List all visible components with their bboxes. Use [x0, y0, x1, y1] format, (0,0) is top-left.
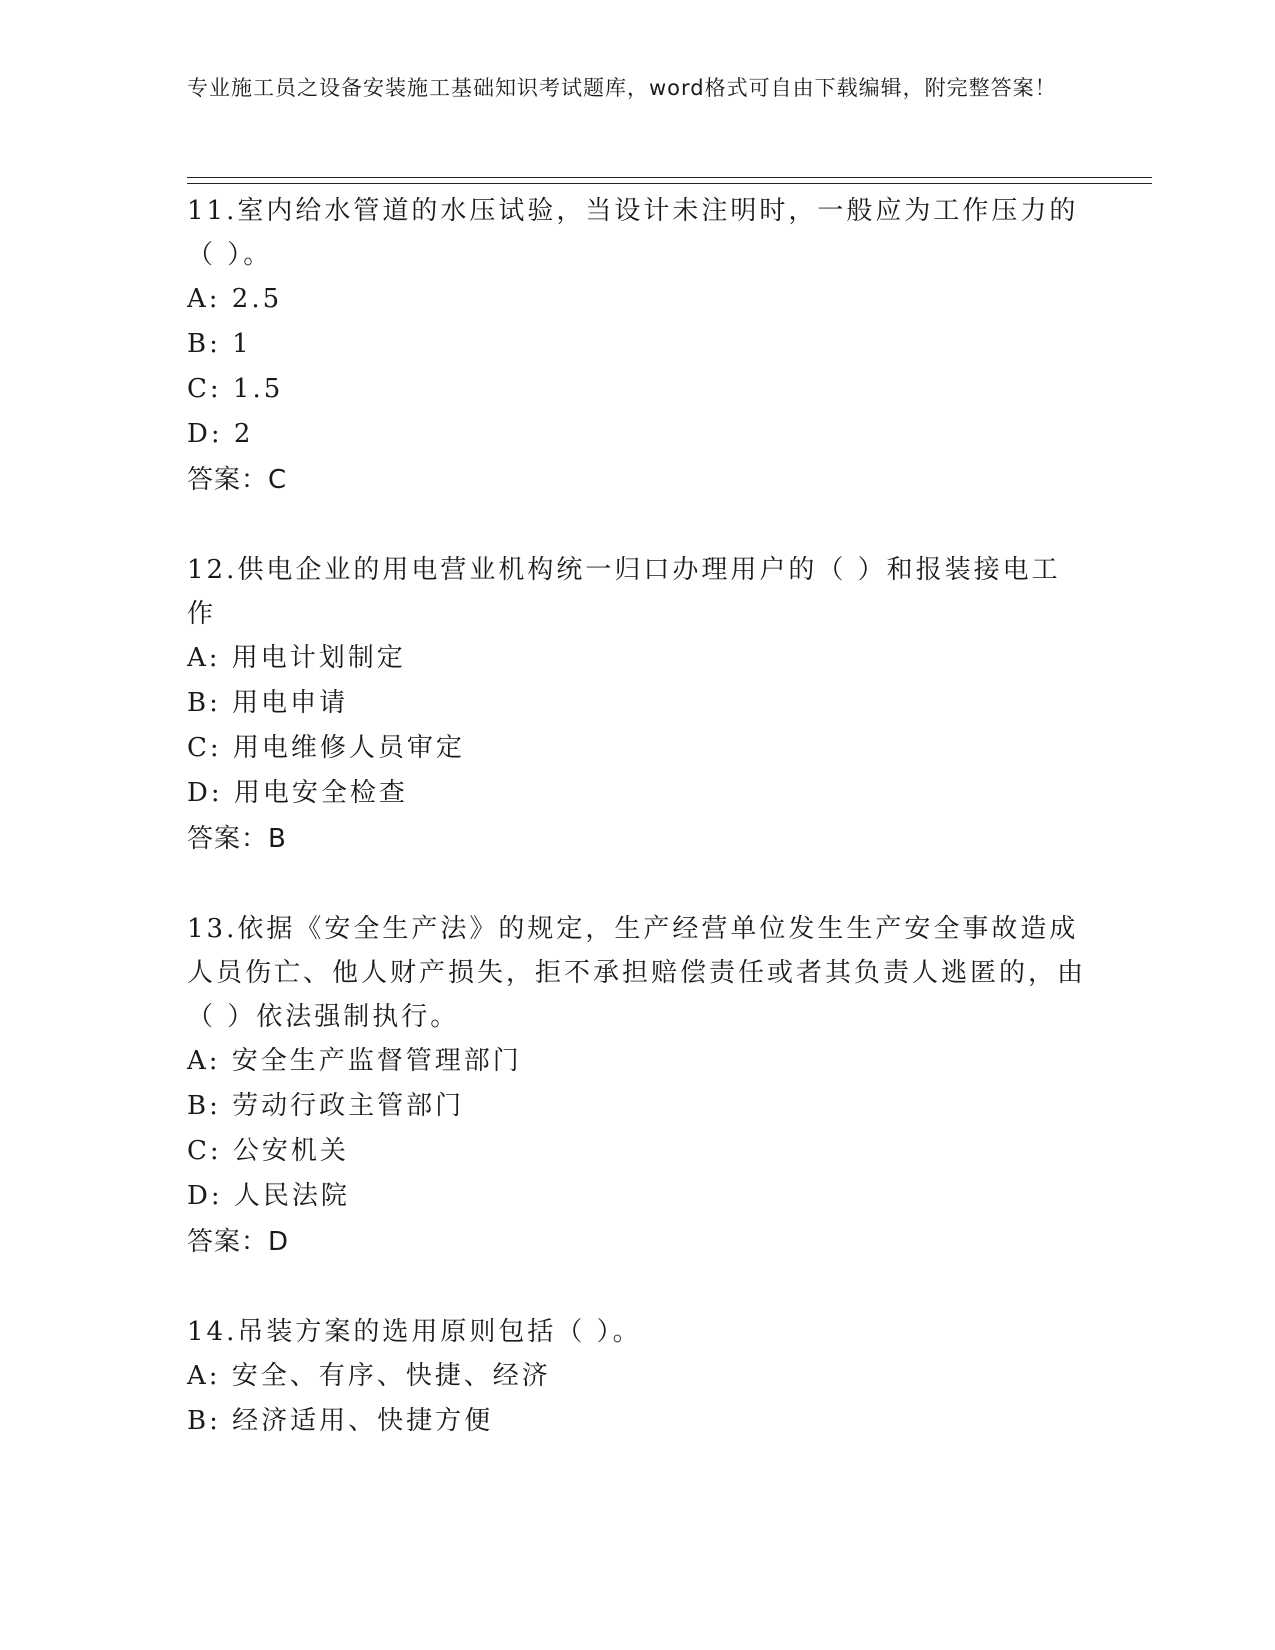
question-text: 依据《安全生产法》的规定，生产经营单位发生生产安全事故造成人员伤亡、他人财产损失，拒不承担赔偿责任或者其负责人逃匿的，由（ ）依法强制执行。: [187, 914, 1087, 1032]
question-list: [187, 189, 1087, 1489]
question-number: 12.: [187, 555, 238, 585]
question-text: 室内给水管道的水压试验，当设计未注明时，一般应为工作压力的（ ）。: [187, 196, 1079, 270]
option-d: D: 用电安全检查: [187, 778, 408, 808]
option-a: A: 安全、有序、快捷、经济: [187, 1361, 551, 1391]
question-12: [187, 548, 1087, 862]
option-b: B: 劳动行政主管部门: [187, 1091, 465, 1121]
option-d: D: 人民法院: [187, 1181, 350, 1211]
option-a: A: 2.5: [187, 284, 283, 314]
option-a: A: 安全生产监督管理部门: [187, 1046, 522, 1076]
option-c: C: 用电维修人员审定: [187, 733, 465, 763]
option-b: B: 经济适用、快捷方便: [187, 1406, 494, 1436]
option-d: D: 2: [187, 419, 254, 449]
option-b: B: 用电申请: [187, 688, 349, 718]
answer-line: 答案：D: [187, 1227, 290, 1257]
question-text: 供电企业的用电营业机构统一归口办理用户的（ ）和报装接电工作: [187, 555, 1061, 629]
question-number: 11.: [187, 196, 238, 226]
answer-line: 答案：C: [187, 465, 288, 495]
question-number: 13.: [187, 914, 238, 944]
question-number: 14.: [187, 1317, 238, 1347]
option-a: A: 用电计划制定: [187, 643, 406, 673]
question-text: 吊装方案的选用原则包括（ ）。: [237, 1317, 642, 1347]
question-stem: [187, 907, 1087, 1039]
question-stem: [187, 189, 1087, 277]
question-14: [187, 1310, 1087, 1444]
question-11: [187, 189, 1087, 503]
answer-line: 答案：B: [187, 824, 287, 854]
question-13: [187, 907, 1087, 1265]
question-stem: [187, 548, 1087, 636]
document-header: 专业施工员之设备安装施工基础知识考试题库，word格式可自由下载编辑，附完整答案！: [187, 76, 1057, 100]
question-stem: [187, 1310, 1087, 1354]
option-b: B: 1: [187, 329, 252, 359]
header-divider-bottom: [187, 183, 1152, 184]
option-c: C: 公安机关: [187, 1136, 349, 1166]
option-c: C: 1.5: [187, 374, 284, 404]
header-divider-top: [187, 177, 1152, 178]
